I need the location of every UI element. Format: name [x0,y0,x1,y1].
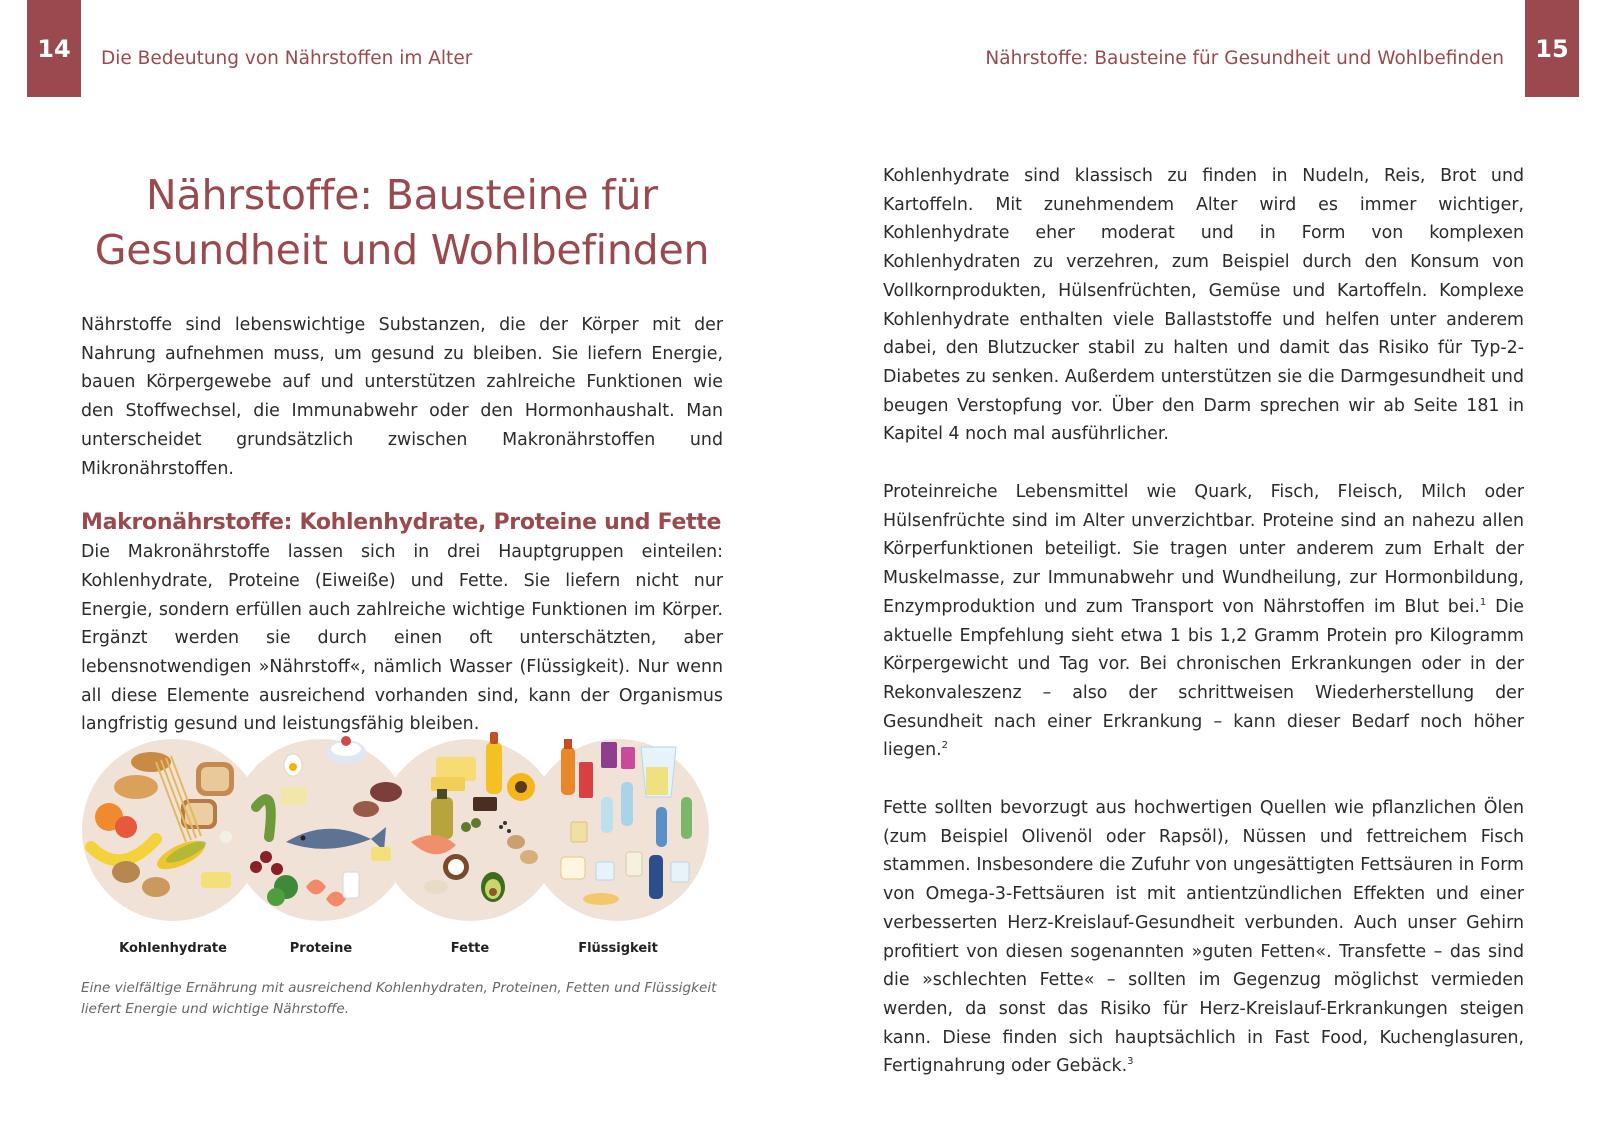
chapter-title-line1: Nährstoffe: Bausteine für [146,171,658,219]
macronutrients-paragraph: Die Makronährstoffe lassen sich in drei Hauptgruppen einteilen: Kohlenhydrate, Proteine (Eiweiße) und Fette. Sie liefern nicht nur Energie, sondern erfüllen auch zahlreiche wichtige Funktionen im Körper. Ergänzt werden sie durch einen oft unterschätzten, aber lebensnotwendigen »Nährstoff«, nämlich Wasser (Flüssigkeit). Nur wenn all diese Elemente ausreichend vorhanden sind, kann der Organismus langfristig gesund und leistungsfähig bleiben. [81,542,723,735]
carbohydrates-paragraph: Kohlenhydrate sind klassisch zu finden in Nudeln, Reis, Brot und Kartoffeln. Mit zunehmendem Alter wird es immer wichtiger, Kohlenhydrate eher moderat und in Form von komplexen Kohlenhydraten zu verzehren, zum Beispiel durch den Konsum von Vollkornprodukten, Hülsenfrüchten, Gemüse und Kartoffeln. Komplexe Kohlenhydrate enthalten viele Ballaststoffe und helfen unter anderem dabei, den Blutzucker stabil zu halten und damit das Risiko für Typ-2-Diabetes zu senken. Außerdem unterstützen sie die Darmgesundheit und beugen Verstopfung vor. Über den Darm sprechen wir ab Seite 181 in Kapitel 4 noch mal ausführlicher. [883,166,1524,445]
left-page-body [81,168,723,739]
running-head-left: Die Bedeutung von Nährstoffen im Alter [101,48,473,69]
footnote-ref-1[interactable]: 1 [1479,597,1487,609]
food-groups-illustration [81,727,723,967]
chapter-title-line2: Gesundheit und Wohlbefinden [94,226,710,274]
footnote-ref-2[interactable]: 2 [941,740,949,752]
footnote-ref-3[interactable]: 3 [1127,1056,1134,1068]
fats-text: Fette sollten bevorzugt aus hochwertigen Quellen wie pflanzlichen Ölen (zum Beispiel Olivenöl oder Rapsöl), Nüssen und fettreichem Fisch stammen. Insbesondere die Zufuhr von ungesättigten Fettsäuren in Form von Omega-3-Fettsäuren ist mit antientzündlichen Effekten und einer verbesserten Herz-Kreislauf-Gesundheit verbunden. Auch unser Gehirn profitiert von diesen sogenannten »guten Fetten«. Transfette – das sind die »schlechten Fette« – sollten im Gegenzug möglichst vermieden werden, da sonst das Risiko für Herz-Kreislauf-Erkrankungen steigen kann. Diese finden sich hauptsächlich in Fast Food, Kuchenglasuren, Fertignahrung oder Gebäck. [883,798,1524,1077]
label-fluids: Flüssigkeit [578,941,658,956]
page-number-left: 14 [27,0,81,97]
proteins-text-part1: Proteinreiche Lebensmittel wie Quark, Fisch, Fleisch, Milch oder Hülsenfrüchte sind im Alter unverzichtbar. Proteine sind an nahezu allen Körperfunktionen beteiligt. Sie tragen unter anderem zum Erhalt der Muskelmasse, zur Immunabwehr und Wundheilung, zur Hormonbildung, Enzymproduktion und zum Transport von Nährstoffen im Blut bei. [883,482,1524,617]
chapter-title [81,168,723,278]
fats-paragraph [883,794,1524,1081]
proteins-text-part2: Die aktuelle Empfehlung sieht etwa 1 bis 1,2 Gramm Protein pro Kilogramm Körpergewicht und Tag vor. Bei chronischen Erkrankungen oder in der Rekonvaleszenz – also der schrittweisen Wiederherstellung der Gesundheit nach einer Erkrankung – kann dieser Bedarf noch höher liegen. [883,596,1525,761]
page-number-right: 15 [1525,0,1579,97]
running-head-right: Nährstoffe: Bausteine für Gesundheit und Wohlbefinden [985,48,1504,69]
label-carbohydrates: Kohlenhydrate [119,941,227,956]
label-proteins: Proteine [289,941,353,956]
label-fats: Fette [450,941,490,956]
intro-paragraph: Nährstoffe sind lebenswichtige Substanzen, die der Körper mit der Nahrung aufnehmen muss, um gesund zu bleiben. Sie liefern Energie, bauen Körpergewebe auf und unterstützen zahlreiche Funktionen wie den Stoffwechsel, die Immunabwehr oder den Hormonhaushalt. Man unterscheidet grundsätzlich zwischen Makronährstoffen und Mikronährstoffen. [81,315,723,479]
right-page-body [883,162,1524,1081]
food-circles-graphic [81,727,723,937]
figure-caption: Eine vielfältige Ernährung mit ausreichend Kohlenhydraten, Proteinen, Fetten und Flüssigkeit liefert Energie und wichtige Nährstoffe. [81,980,717,1017]
section-subheading: Makronährstoffe: Kohlenhydrate, Proteine und Fette [81,510,722,536]
proteins-paragraph [883,478,1524,765]
